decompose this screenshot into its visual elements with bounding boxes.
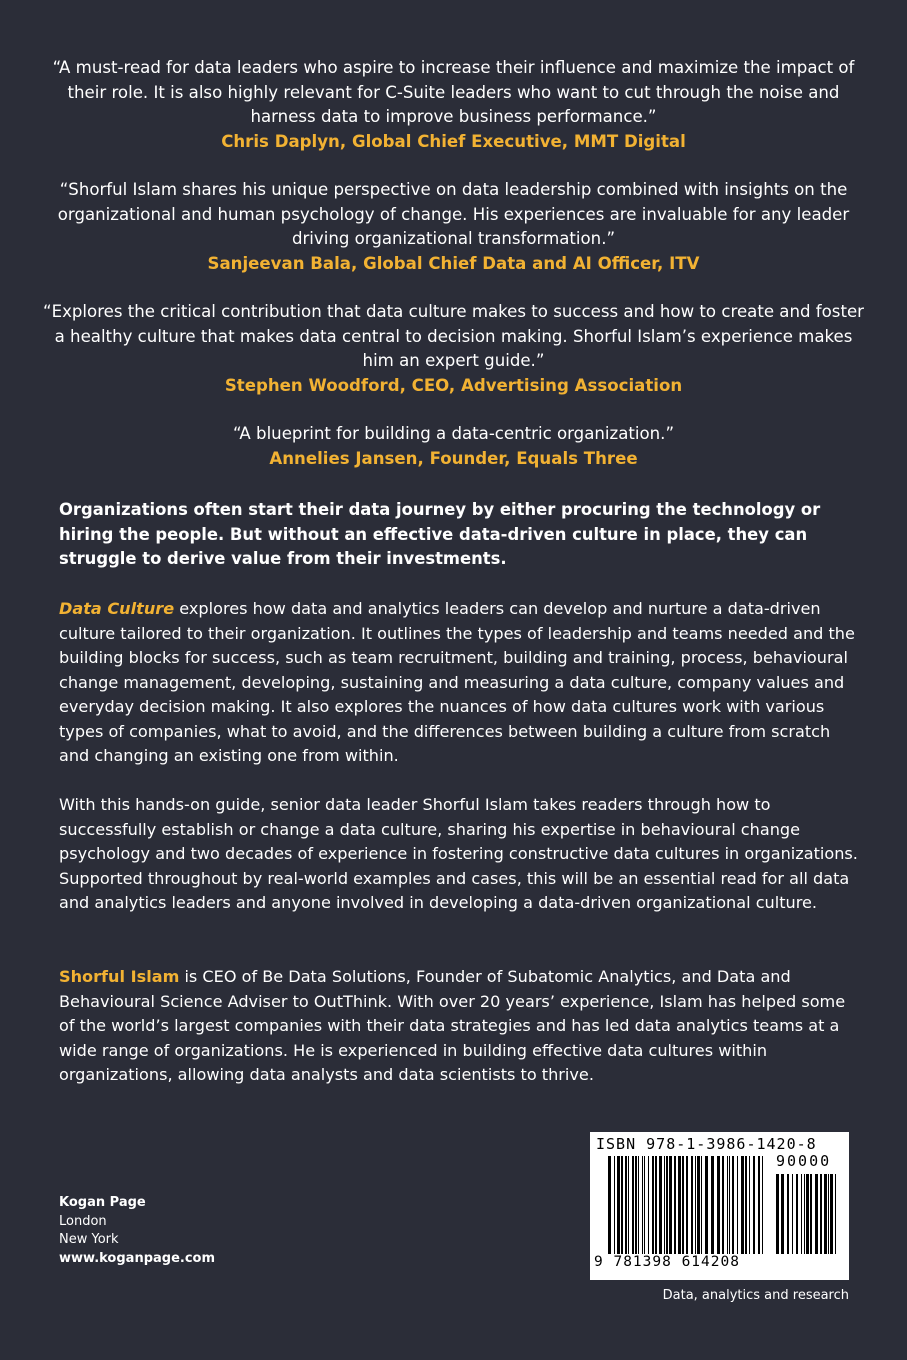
barcode-bar: [659, 1156, 662, 1254]
barcode-bar: [815, 1174, 818, 1254]
barcode-bar: [635, 1156, 637, 1254]
endorsement-quote: [40, 56, 867, 154]
barcode-bar: [776, 1174, 779, 1254]
author-bio-text: is CEO of Be Data Solutions, Founder of Subatomic Analytics, and Data and Behavioural Science Adviser to OutThink. With over 20 years’ experience, Islam has helped some of the world’s largest companies with their data strategies and has led data analytics teams at a wide range of organizations. He is experienced in building effective data cultures within organizations, allowing data analysts and data scientists to thrive.: [59, 967, 846, 1084]
barcode-bar: [642, 1156, 643, 1254]
barcode-bar: [781, 1174, 784, 1254]
endorsements: [40, 56, 867, 495]
publisher-website: www.koganpage.com: [59, 1250, 216, 1266]
barcode-bar: [727, 1156, 728, 1254]
barcode-bar: [674, 1156, 676, 1254]
endorsement-quote: [40, 178, 867, 276]
quote-author: Sanjeevan Bala, Global Chief Data and AI Officer, ITV: [207, 253, 700, 273]
guide-paragraph: With this hands-on guide, senior data leader Shorful Islam takes readers through how to successfully establish or change a data culture, sharing his expertise in behavioural change psychology and two decades of experience in fostering constructive data cultures in organizations. Supported throughout by real-world examples and cases, this will be an essential read for all data and analytics leaders and anyone involved in developing a data-driven organizational culture.: [59, 795, 858, 912]
barcode-bar: [737, 1156, 738, 1254]
barcode-bar: [729, 1156, 730, 1254]
barcode-bar: [644, 1156, 645, 1254]
barcode-bar: [792, 1174, 793, 1254]
author-bio-paragraph: [59, 965, 859, 1088]
barcode-bar: [717, 1156, 720, 1254]
barcode-bar: [625, 1156, 627, 1254]
barcode-bar: [608, 1156, 611, 1254]
subject-category: Data, analytics and research: [662, 1288, 849, 1303]
price-code: 90000: [776, 1152, 832, 1170]
barcode-bar: [732, 1156, 734, 1254]
description-paragraph: [59, 597, 859, 769]
barcode-bar: [711, 1156, 714, 1254]
barcode-bar: [621, 1156, 623, 1254]
publisher-name: Kogan Page: [59, 1195, 146, 1210]
quote-text: “Explores the critical contribution that data culture makes to success and how to create and foster a healthy culture that makes data central to decision making. Shorful Islam’s experience makes him an expert guide.”: [43, 302, 864, 370]
endorsement-quote: [40, 422, 867, 471]
barcode-bar: [820, 1174, 822, 1254]
quote-text: “A must-read for data leaders who aspire to increase their influence and maximize the impact of their role. It is also highly relevant for C-Suite leaders who want to cut through the noise and harness data to improve business performance.”: [52, 58, 855, 126]
barcode-bar: [632, 1156, 634, 1254]
quote-text: “A blueprint for building a data-centric organization.”: [232, 424, 675, 443]
book-title-highlight: Data Culture: [59, 599, 175, 618]
barcode-bar: [628, 1156, 629, 1254]
barcode-bar: [686, 1156, 688, 1254]
barcode-bar: [796, 1174, 798, 1254]
publisher-block: [59, 1194, 215, 1268]
barcode-bar: [682, 1156, 684, 1254]
publisher-city: London: [59, 1213, 107, 1229]
barcode-bars: [608, 1156, 768, 1254]
isbn-barcode: [590, 1132, 849, 1280]
barcode-bar: [648, 1156, 649, 1254]
description-text: explores how data and analytics leaders can develop and nurture a data-driven culture tailored to their organization. It outlines the types of leadership and teams needed and the building blocks for success, such as team recruitment, building and training, process, behavioural change management, developing, sustaining and measuring a data culture, company values and everyday decision making. It also explores the nuances of how data cultures work with various types of companies, what to avoid, and the differences between building a culture from scratch and changing an existing one from within.: [59, 599, 855, 765]
barcode-bar: [701, 1156, 702, 1254]
barcode-bar: [678, 1156, 681, 1254]
endorsement-quote: [40, 300, 867, 398]
barcode-bar: [666, 1156, 668, 1254]
barcode-bar: [753, 1156, 755, 1254]
barcode-bar: [617, 1156, 620, 1254]
quote-author: Annelies Jansen, Founder, Equals Three: [269, 448, 638, 468]
barcode-bar: [801, 1174, 802, 1254]
quote-author: Stephen Woodford, CEO, Advertising Association: [224, 375, 683, 395]
barcode-bar: [806, 1174, 809, 1254]
barcode-bar: [638, 1156, 639, 1254]
barcode-bar: [828, 1174, 829, 1254]
quote-author: Chris Daplyn, Global Chief Executive, MMT Digital: [221, 131, 686, 151]
intro-paragraph: Organizations often start their data journey by either procuring the technology or hiring the people. But without an effective data-driven culture in place, they can struggle to derive value from their investments.: [59, 500, 821, 568]
barcode-bar: [705, 1156, 708, 1254]
barcode-bar: [758, 1156, 760, 1254]
publisher-city: New York: [59, 1232, 119, 1247]
barcode-bar: [664, 1156, 665, 1254]
barcode-bar: [669, 1156, 672, 1254]
barcode-addon-bars: [776, 1174, 840, 1254]
author-name-highlight: Shorful Islam: [59, 967, 180, 986]
barcode-bar: [804, 1174, 805, 1254]
barcode-bar: [691, 1156, 693, 1254]
barcode-bar: [741, 1156, 744, 1254]
barcode-bar: [722, 1156, 724, 1254]
barcode-bar: [810, 1174, 812, 1254]
quote-text: “Shorful Islam shares his unique perspective on data leadership combined with insights on the organizational and human psychology of change. His experiences are invaluable for any leader driving organizational transformation.”: [57, 180, 850, 248]
barcode-bar: [835, 1174, 836, 1254]
barcode-bar: [749, 1156, 750, 1254]
barcode-digits: 9 781398 614208: [594, 1254, 740, 1270]
barcode-bar: [762, 1156, 763, 1254]
barcode-bar: [695, 1156, 696, 1254]
barcode-bar: [824, 1174, 827, 1254]
barcode-bar: [655, 1156, 657, 1254]
barcode-bar: [652, 1156, 654, 1254]
barcode-bar: [830, 1174, 833, 1254]
barcode-bar: [745, 1156, 747, 1254]
barcode-bar: [697, 1156, 700, 1254]
barcode-bar: [614, 1156, 615, 1254]
isbn-label: ISBN 978-1-3986-1420-8: [596, 1135, 817, 1153]
barcode-bar: [787, 1174, 789, 1254]
